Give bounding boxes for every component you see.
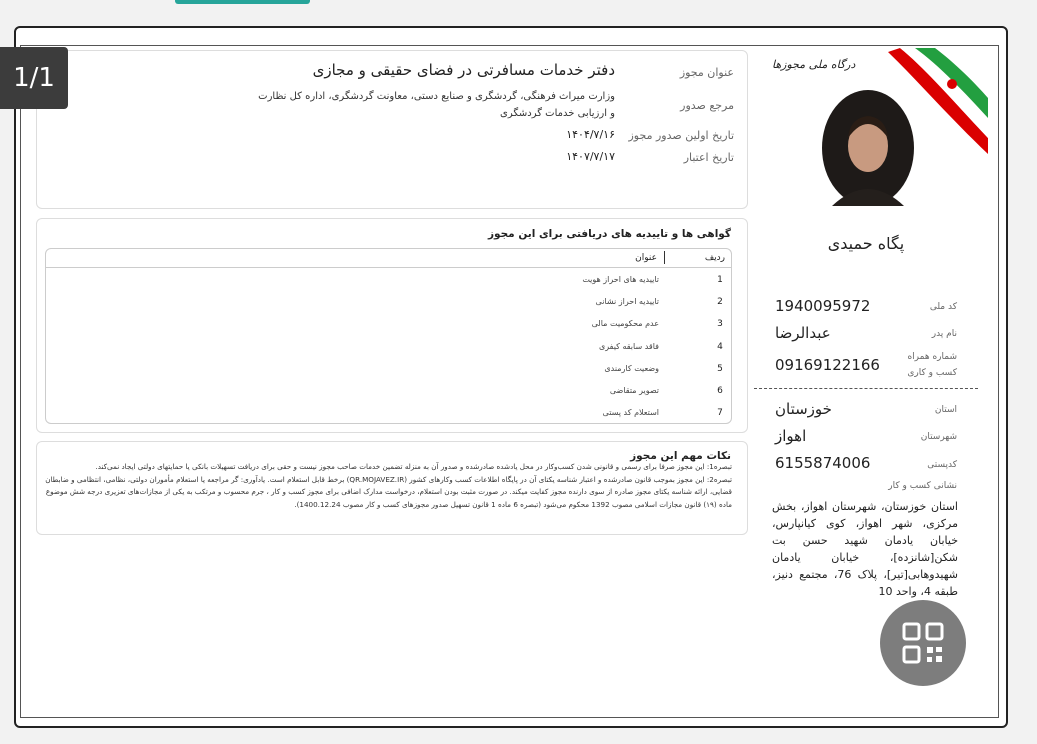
first-issue-date: ۱۴۰۴/۷/۱۶: [566, 128, 615, 141]
sidebar-divider: [754, 388, 978, 389]
row-title: تصویر متقاضی: [609, 386, 659, 395]
certificates-heading: گواهی ها و تاییدیه های دریافتی برای این مجوز: [487, 228, 731, 240]
active-tab-indicator: [175, 0, 310, 4]
note-line: تبصره2: این مجوز بموجب قانون صادرشده و اعتبار شناسه یکتای آن در پایگاه اطلاعات کسب وکارهای کشور (QR.MOJAVEZ.IR) برخط قابل استعلام است. یادآوری: گر مراجعه یا استعلام مأموران دولتی، نظامی، انتظامی و ضابطان: [45, 474, 732, 484]
row-title: استعلام کد پستی: [602, 408, 659, 417]
row-number: 5: [717, 364, 723, 374]
label-license-title: عنوان مجوز: [679, 66, 734, 79]
column-row: ردیف: [704, 253, 725, 263]
column-title: عنوان: [635, 253, 657, 263]
notes-heading: نکات مهم این مجوز: [630, 450, 731, 462]
issuer-line-1: وزارت میراث فرهنگی، گردشگری و صنایع دستی، معاونت گردشگری، اداره کل نظارت: [258, 91, 615, 102]
validity-date: ۱۴۰۷/۷/۱۷: [566, 150, 615, 163]
row-title: تاییدیه های احراز هویت: [582, 275, 659, 284]
row-number: 3: [717, 319, 723, 329]
row-title: فاقد سابقه کیفری: [598, 342, 659, 351]
label-business-address: نشانی کسب و کار: [888, 481, 957, 491]
note-line: ماده (۱۹) قانون مجازات اسلامی مصوب 1392 محکوم می‌شود (تبصره 6 ماده 1 قانون تسهیل صدور مجوزهای کسب و کار مصوب 1400.12.24).: [294, 499, 732, 509]
page-counter: 1/1: [0, 47, 68, 109]
label-province: استان: [934, 405, 957, 415]
row-title: عدم محکومیت مالی: [591, 319, 659, 328]
province: خوزستان: [775, 400, 832, 418]
row-number: 4: [717, 342, 723, 352]
label-postal-code: کدپستی: [927, 460, 957, 470]
label-first-issue-date: تاریخ اولین صدور مجوز: [628, 129, 734, 142]
label-city: شهرستان: [920, 432, 957, 442]
table-row: [46, 269, 731, 291]
table-header: [46, 249, 731, 268]
column-divider: [664, 251, 665, 264]
holder-name: پگاه حمیدی: [827, 234, 905, 253]
label-father-name: نام پدر: [931, 329, 957, 339]
row-number: 6: [717, 386, 723, 396]
city: اهواز: [775, 427, 807, 445]
portal-logo: درگاه ملی مجوزها: [772, 58, 856, 71]
note-line: تبصره1: این مجوز صرفا برای رسمی و قانونی شدن کسب‌وکار در محل یادشده صادرشده و صدور آن به منزله تضمین خدمات صاحب مجوز نیست و حقی برای دریافت تسهیلات بانکی یا حمایتهای دولتی ایجاد نمی‌کند.: [95, 462, 732, 471]
business-address: استان خوزستان، شهرستان اهواز، بخش مرکزی، شهر اهواز، کوی کیانپارس، خیابان یادمان شهید حسن بت شکن[شانزده]، خیابان یادمان شهیدوهابی[تیر]، پلاک 76، مجتمع دنیز، طبقه 4، واحد 10: [772, 500, 958, 598]
row-title: وضعیت کارمندی: [604, 364, 659, 373]
row-number: 1: [717, 275, 723, 285]
table-row: [46, 291, 731, 313]
note-line: قضایی، ارائه شناسه یکتای مجوز صادره از سوی دارنده مجوز کفایت میکند. در صورت مثبت بودن استعلام، درخواست مدارک اضافی برای مجوز کسب و کار ، جرم محسوب و مرتکب به یکی از مجازات‌های تعزیری درجه شش موضوع: [45, 487, 732, 496]
license-title: دفتر خدمات مسافرتی در فضای حقیقی و مجازی: [312, 61, 615, 79]
issuer-line-2: و ارزیابی خدمات گردشگری: [500, 108, 615, 119]
qr-code-icon: [901, 621, 945, 665]
label-national-code: کد ملی: [929, 302, 957, 312]
table-row: [46, 402, 731, 424]
mobile-number: 09169122166: [775, 356, 880, 374]
national-code: 1940095972: [775, 297, 871, 315]
row-number: 2: [717, 297, 723, 307]
certificates-table: [45, 248, 732, 424]
table-row: [46, 380, 731, 402]
label-issuer: مرجع صدور: [680, 99, 734, 112]
postal-code: 6155874006: [775, 454, 871, 472]
label-mobile-line2: کسب و کاری: [907, 368, 957, 378]
holder-photo: [820, 88, 916, 208]
notes-text: [44, 461, 732, 511]
row-title: تاییدیه احراز نشانی: [595, 297, 659, 306]
table-row: [46, 313, 731, 335]
table-row: [46, 336, 731, 358]
label-validity-date: تاریخ اعتبار: [683, 151, 734, 164]
father-name: عبدالرضا: [775, 324, 831, 342]
row-number: 7: [717, 408, 723, 418]
table-row: [46, 358, 731, 380]
label-mobile-line1: شماره همراه: [907, 352, 957, 362]
qr-button[interactable]: [880, 600, 966, 686]
